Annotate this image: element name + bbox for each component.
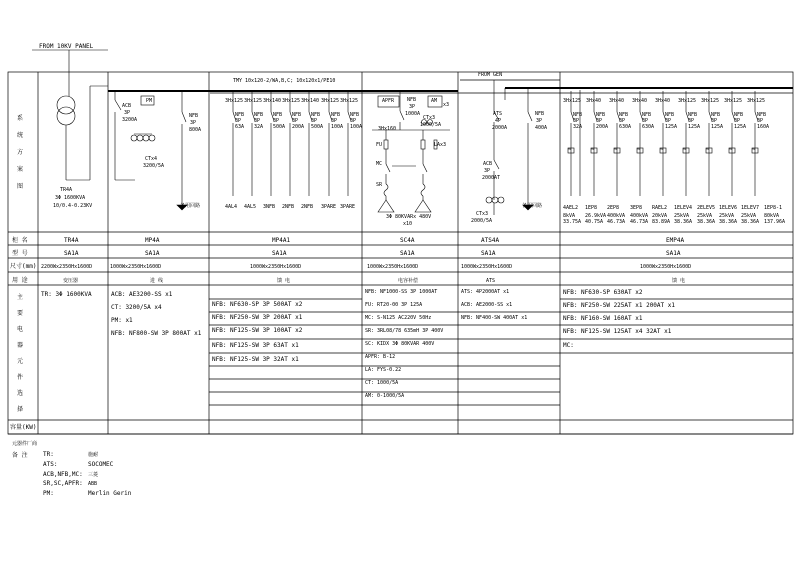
path [494, 160, 499, 169]
tr-caption-line: 10/0.4-0.23KV [53, 203, 93, 209]
feeder-load-spec: 33.75A [563, 219, 582, 225]
ats-nfb-label: NFB [535, 111, 545, 117]
feeder-breaker-rating: 200A [292, 124, 305, 130]
diagram-char: 图 [17, 183, 24, 190]
ats-acb-label: ACB [483, 161, 493, 167]
components-char: 元 [17, 358, 24, 365]
sc-caption: 3Φ 80KVARx 480V [386, 214, 432, 220]
component-item: CT: 1000/5A [365, 380, 399, 386]
component-item: FU: RT20-00 3P 125A [365, 302, 423, 308]
apfr-label: APFR [382, 98, 395, 104]
feeder-breaker-rating: 630A [642, 124, 655, 130]
row-label-capacity: 容量(KW) [10, 424, 37, 431]
contactor-label: MC [683, 147, 687, 151]
legend-key: TR: [43, 451, 54, 458]
feeder-load-label: 1ELEV6 [719, 205, 738, 211]
ats-switch-label: 2000A [492, 125, 508, 131]
path [400, 111, 404, 120]
mp-ct-label: 3200/5A [143, 163, 165, 169]
contactor-label: MC [591, 147, 595, 151]
circle [57, 96, 75, 114]
feeder-busbar-size: 3Hx125 [282, 98, 301, 104]
ats-ct-label: CTx3 [476, 211, 489, 217]
feeder-load-spec: 46.73A [607, 219, 626, 225]
feeder-load-label: 3PARE [321, 204, 337, 210]
la-label: LAx3 [434, 142, 447, 148]
path [415, 200, 431, 212]
pm-meter-label: PM [146, 98, 153, 104]
ats-nfb-label: 400A [535, 125, 548, 131]
component-item: APFR: B-12 [365, 354, 396, 360]
component-item: CT: 3200/5A x4 [111, 304, 162, 311]
contactor-label: MC [637, 147, 641, 151]
path [423, 164, 427, 172]
feeder-breaker-rating: 3P [254, 118, 261, 124]
feeder-load-spec: 38.36A [719, 219, 738, 225]
path [378, 200, 394, 212]
panel-dims: 1000Wx2350Hx1600D [250, 264, 302, 270]
component-item: NFB: NF250-SW 225AT x1 200AT x1 [563, 302, 675, 309]
circle [131, 135, 137, 141]
feeder-breaker-rating: 3P [757, 118, 764, 124]
feeder-load-label: 1ELEV4 [674, 205, 693, 211]
feeder-load-spec: 46.73A [630, 219, 649, 225]
feeder-load-label: 1EP8-1 [764, 205, 783, 211]
mp-spare-label: 备用回路 [180, 203, 201, 209]
legend-key: ATS: [43, 461, 58, 468]
tr-caption-line: 3Φ 1600KVA [55, 195, 86, 201]
feeder-breaker-rating: NFB [292, 112, 302, 118]
row-label-remarks: 备 注 [12, 452, 28, 459]
feeder-breaker-rating: NFB [757, 112, 767, 118]
feeder-breaker-rating: 3P [292, 118, 299, 124]
component-item: MC: S-N125 AC220V 50Hz [365, 315, 432, 321]
feeder-breaker-rating: 3P [734, 118, 741, 124]
feeder-load-spec: 40.75A [585, 219, 604, 225]
feeder-busbar-size: 3Hx125 [701, 98, 720, 104]
component-item: ACB: AE3200-SS x1 [111, 291, 173, 298]
ats-nfb-label: 3P [536, 118, 543, 124]
from-10kv-label: FROM 10KV PANEL [39, 43, 94, 50]
ats-switch-label: ATS [493, 111, 503, 117]
feeder-load-label: 1EP8 [585, 205, 598, 211]
feeder-breaker-rating: 3P [273, 118, 280, 124]
sr-label: SR [376, 182, 383, 188]
panel-model: SA1A [64, 250, 79, 257]
feeder-load-label: 2NFB [282, 204, 295, 210]
sc-bus-label: 3Hx160 [378, 126, 397, 132]
feeder-load-spec: 80kVA [764, 213, 780, 219]
mp-nfb-label: NFB [189, 113, 199, 119]
sc-ct-label: CTx3 [423, 115, 436, 121]
feeder-breaker-rating: 3P [711, 118, 718, 124]
panel-purpose: 馈 电 [672, 278, 686, 284]
feeder-busbar-size: 3Hx125 [747, 98, 766, 104]
feeder-load-spec: 83.89A [652, 219, 671, 225]
box [384, 140, 388, 149]
path [182, 112, 186, 122]
component-item: PM: x1 [111, 317, 133, 324]
feeder-busbar-size: 3Hx140 [263, 98, 282, 104]
row-label-panel-name: 柜 名 [12, 237, 28, 244]
components-char: 要 [17, 310, 24, 317]
component-item: ACB: AE2000-SS x1 [461, 302, 513, 308]
feeder-breaker-rating: 125A [688, 124, 701, 130]
fu-label: FU [376, 142, 383, 148]
mc-label: MC [376, 161, 383, 167]
feeder-busbar-size: 3Hx125 [244, 98, 263, 104]
panel-model: SA1A [145, 250, 160, 257]
sc-caption: x10 [403, 221, 413, 227]
feeder-busbar-size: 3Hx125 [321, 98, 340, 104]
feeder-load-spec: 400kVA [630, 213, 649, 219]
panel-dims: 1000Wx2350Hx1600D [640, 264, 692, 270]
feeder-load-label: 2ELEV5 [697, 205, 716, 211]
feeder-busbar-size: 3Hx125 [724, 98, 743, 104]
panel-model: SA1A [481, 250, 496, 257]
feeder-load-label: RAEL2 [652, 205, 668, 211]
feeder-load-spec: 25kVA [697, 213, 713, 219]
feeder-breaker-rating: 125A [665, 124, 678, 130]
component-item: MC: [563, 342, 574, 349]
feeder-breaker-rating: 100A [331, 124, 344, 130]
feeder-breaker-rating: NFB [273, 112, 283, 118]
panel-dims: 1000Wx2350Hx1600D [110, 264, 162, 270]
sc-ct-label: 1000/5A [420, 122, 442, 128]
contactor-label: MC [752, 147, 756, 151]
component-item: LA: FYS-0.22 [365, 367, 402, 373]
ats-switch-label: 4P [495, 118, 502, 124]
am-count: x3 [443, 102, 450, 108]
diagram-char: 案 [17, 166, 24, 173]
feeder-load-spec: 25kVA [741, 213, 757, 219]
mp-acb-label: 3P [124, 110, 131, 116]
ats-spare-label: 备用回路 [522, 203, 543, 209]
feeder-breaker-rating: NFB [711, 112, 721, 118]
feeder-breaker-rating: NFB [235, 112, 245, 118]
component-item: SR: 3RL08/78 635mH 3P 400V [365, 328, 444, 334]
mp-nfb-label: 3P [190, 120, 197, 126]
feeder-breaker-rating: NFB [688, 112, 698, 118]
legend-key: ACB,NFB,MC: [43, 471, 83, 478]
panel-model: SA1A [400, 250, 415, 257]
panel-dims: 2200Wx2350Hx1600D [41, 264, 93, 270]
circuit-symbols [32, 50, 793, 215]
feeder-breaker-rating: 3P [350, 118, 357, 124]
am-label: AM [431, 98, 438, 104]
components-char: 件 [17, 374, 24, 381]
path [115, 100, 121, 110]
circle [492, 197, 498, 203]
feeder-busbar-size: 3Hx125 [225, 98, 244, 104]
components-char: 电 [17, 326, 24, 333]
feeder-busbar-size: 3Hx125 [340, 98, 359, 104]
component-item: ATS: 4P2000AT x1 [461, 289, 510, 295]
feeder-breaker-rating: NFB [331, 112, 341, 118]
mp-acb-label: 3200A [122, 117, 138, 123]
feeder-breaker-rating: NFB [596, 112, 606, 118]
feeder-breaker-rating: 3P [642, 118, 649, 124]
feeder-busbar-size: 3Hx40 [632, 98, 648, 104]
feeder-breaker-rating: 3P [596, 118, 603, 124]
feeder-breaker-rating: NFB [350, 112, 360, 118]
path [384, 184, 388, 196]
feeder-load-label: 2EP8 [607, 205, 620, 211]
feeder-breaker-rating: 3P [235, 118, 242, 124]
component-item: TR: 3Φ 1600KVA [41, 291, 92, 298]
path [528, 112, 532, 121]
feeder-load-label: 1ELEV7 [741, 205, 760, 211]
legend-value: 施耐 [88, 452, 99, 458]
feeder-busbar-size: 3Hx40 [586, 98, 602, 104]
panel-name: SC4A [400, 237, 415, 244]
panel-purpose: 进 线 [150, 278, 164, 284]
sc-nfb-label: 1000A [405, 111, 421, 117]
component-item: NFB: NF250-SW 3P 200AT x1 [212, 314, 303, 321]
feeder-load-spec: 38.36A [697, 219, 716, 225]
component-item: NFB: NF1000-SS 3P 1000AT [365, 289, 438, 295]
feeder-load-spec: 26.9kVA [585, 213, 607, 219]
feeder-breaker-rating: NFB [619, 112, 629, 118]
feeder-load-spec: 20kVA [652, 213, 668, 219]
panel-purpose: 电容补偿 [398, 278, 419, 284]
circle [137, 135, 143, 141]
components-char: 择 [17, 406, 24, 413]
feeder-busbar-size: 3Hx125 [678, 98, 697, 104]
feeder-breaker-rating: 3P [311, 118, 318, 124]
ats-acb-label: 2000AT [482, 175, 501, 181]
feeder-load-spec: 25kVA [674, 213, 690, 219]
legend-title: 元器件厂商 [12, 441, 38, 447]
row-label-dimensions: 尺寸(mm) [10, 263, 37, 270]
legend-key: SR,SC,APFR: [43, 480, 83, 487]
component-item: AM: 0-1000/5A [365, 393, 405, 399]
feeder-breaker-rating: 63A [235, 124, 245, 130]
feeder-breaker-rating: 3P [331, 118, 338, 124]
component-item: NFB: NF160-SW 160AT x1 [563, 315, 643, 322]
feeder-busbar-size: 3Hx40 [655, 98, 671, 104]
feeder-breaker-rating: 125A [734, 124, 747, 130]
circle [498, 197, 504, 203]
feeder-breaker-rating: 3P [573, 118, 580, 124]
feeder-load-label: 4AL5 [244, 204, 257, 210]
diagram-char: 统 [17, 132, 24, 139]
mp-acb-label: ACB [122, 103, 132, 109]
component-item: NFB: NF125-SW 125AT x4 32AT x1 [563, 328, 672, 335]
feeder-breaker-rating: 500A [273, 124, 286, 130]
legend-value: ABB [88, 481, 98, 487]
mp-nfb-label: 800A [189, 127, 202, 133]
components-char: 选 [17, 390, 24, 397]
row-label-model: 型 号 [12, 250, 28, 257]
ats-ct-label: 2000/5A [471, 218, 493, 224]
component-item: NFB: NF125-SW 3P 100AT x2 [212, 327, 303, 334]
ats-acb-label: 3P [484, 168, 491, 174]
feeder-busbar-size: 3Hx140 [301, 98, 320, 104]
path [386, 164, 390, 172]
feeder-load-spec: 38.36A [674, 219, 693, 225]
component-item: NFB: NF125-SW 3P 32AT x1 [212, 356, 299, 363]
feeder-load-label: 3EP8 [630, 205, 643, 211]
feeder-breaker-rating: 630A [619, 124, 632, 130]
contactor-label: MC [706, 147, 710, 151]
feeder-breaker-rating: NFB [642, 112, 652, 118]
panel-dims: 1000Wx2350Hx1600D [461, 264, 513, 270]
panel-purpose: 变压器 [63, 278, 79, 284]
feeder-breaker-rating: 3P [619, 118, 626, 124]
panel-name: TR4A [64, 237, 79, 244]
feeder-busbar-size: 3Hx40 [609, 98, 625, 104]
feeder-breaker-rating: NFB [254, 112, 264, 118]
circle [57, 107, 75, 125]
circle [486, 197, 492, 203]
panel-name: EMP4A [666, 237, 685, 244]
components-char: 器 [17, 342, 24, 349]
diagram-char: 方 [17, 149, 24, 156]
panel-model: SA1A [666, 250, 681, 257]
feeder-load-label: 3NFB [263, 204, 276, 210]
feeder-breaker-rating: 160A [757, 124, 770, 130]
feeder-load-spec: 25kVA [719, 213, 735, 219]
sc-nfb-label: 3P [409, 104, 416, 110]
panel-name: MP4A [145, 237, 160, 244]
diagram-char: 系 [17, 115, 24, 122]
circle [149, 135, 155, 141]
feeder-load-spec: 8kVA [563, 213, 576, 219]
component-item: NFB: NF400-SW 400AT x1 [461, 315, 528, 321]
panel-model: SA1A [272, 250, 287, 257]
feeder-breaker-rating: NFB [734, 112, 744, 118]
legend-value: 三菱 [88, 472, 99, 478]
feeder-load-label: 4AEL2 [563, 205, 579, 211]
panel-purpose: ATS [486, 278, 496, 284]
feeder-breaker-rating: NFB [311, 112, 321, 118]
busbar-spec: TMY 10x120-2/WA,B,C; 10x120x1/PE10 [233, 78, 336, 84]
feeder-breaker-rating: 3P [665, 118, 672, 124]
feeder-breaker-rating: NFB [573, 112, 583, 118]
feeder-breaker-rating: 100A [350, 124, 363, 130]
mp-ct-label: CTx4 [145, 156, 158, 162]
feeder-load-label: 3PARE [340, 204, 356, 210]
circle [143, 135, 149, 141]
box [421, 140, 425, 149]
contactor-label: MC [614, 147, 618, 151]
sc-nfb-label: NFB [407, 97, 417, 103]
legend-value: SOCOMEC [88, 461, 114, 468]
feeder-breaker-rating: 500A [311, 124, 324, 130]
feeder-load-label: 4AL4 [225, 204, 238, 210]
from-gen-label: FROM GEN [478, 72, 503, 78]
legend-key: PM: [43, 490, 54, 497]
feeder-breaker-rating: 3P [688, 118, 695, 124]
contactor-label: MC [568, 147, 572, 151]
component-item: SC: KIDX 3Φ 80KVAR 400V [365, 341, 435, 347]
panel-purpose: 馈 电 [277, 278, 291, 284]
component-item: NFB: NF630-SP 3P 500AT x2 [212, 301, 303, 308]
feeder-load-spec: 400kVA [607, 213, 626, 219]
feeder-breaker-rating: 32A [573, 124, 583, 130]
legend-value: Merlin Gerin [88, 490, 132, 497]
path [421, 184, 425, 196]
panel-name: ATS4A [481, 237, 500, 244]
feeder-load-spec: 38.36A [741, 219, 760, 225]
component-item: NFB: NF125-SW 3P 63AT x1 [212, 342, 299, 349]
row-label-purpose: 用 途 [12, 277, 28, 284]
feeder-busbar-size: 3Hx125 [563, 98, 582, 104]
feeder-breaker-rating: 125A [711, 124, 724, 130]
panel-name: MP4A1 [272, 237, 291, 244]
tr-caption-line: TR4A [60, 187, 73, 193]
feeder-load-spec: 137.96A [764, 219, 786, 225]
panel-dims: 1000Wx2350Hx1600D [367, 264, 419, 270]
components-char: 主 [17, 294, 24, 301]
component-item: NFB: NF630-SP 630AT x2 [563, 289, 643, 296]
feeder-breaker-rating: 200A [596, 124, 609, 130]
component-item: NFB: NF800-SW 3P 800AT x1 [111, 330, 202, 337]
feeder-breaker-rating: NFB [665, 112, 675, 118]
feeder-load-label: 2NFB [301, 204, 314, 210]
contactor-label: MC [729, 147, 733, 151]
feeder-breaker-rating: 32A [254, 124, 264, 130]
contactor-label: MC [660, 147, 664, 151]
